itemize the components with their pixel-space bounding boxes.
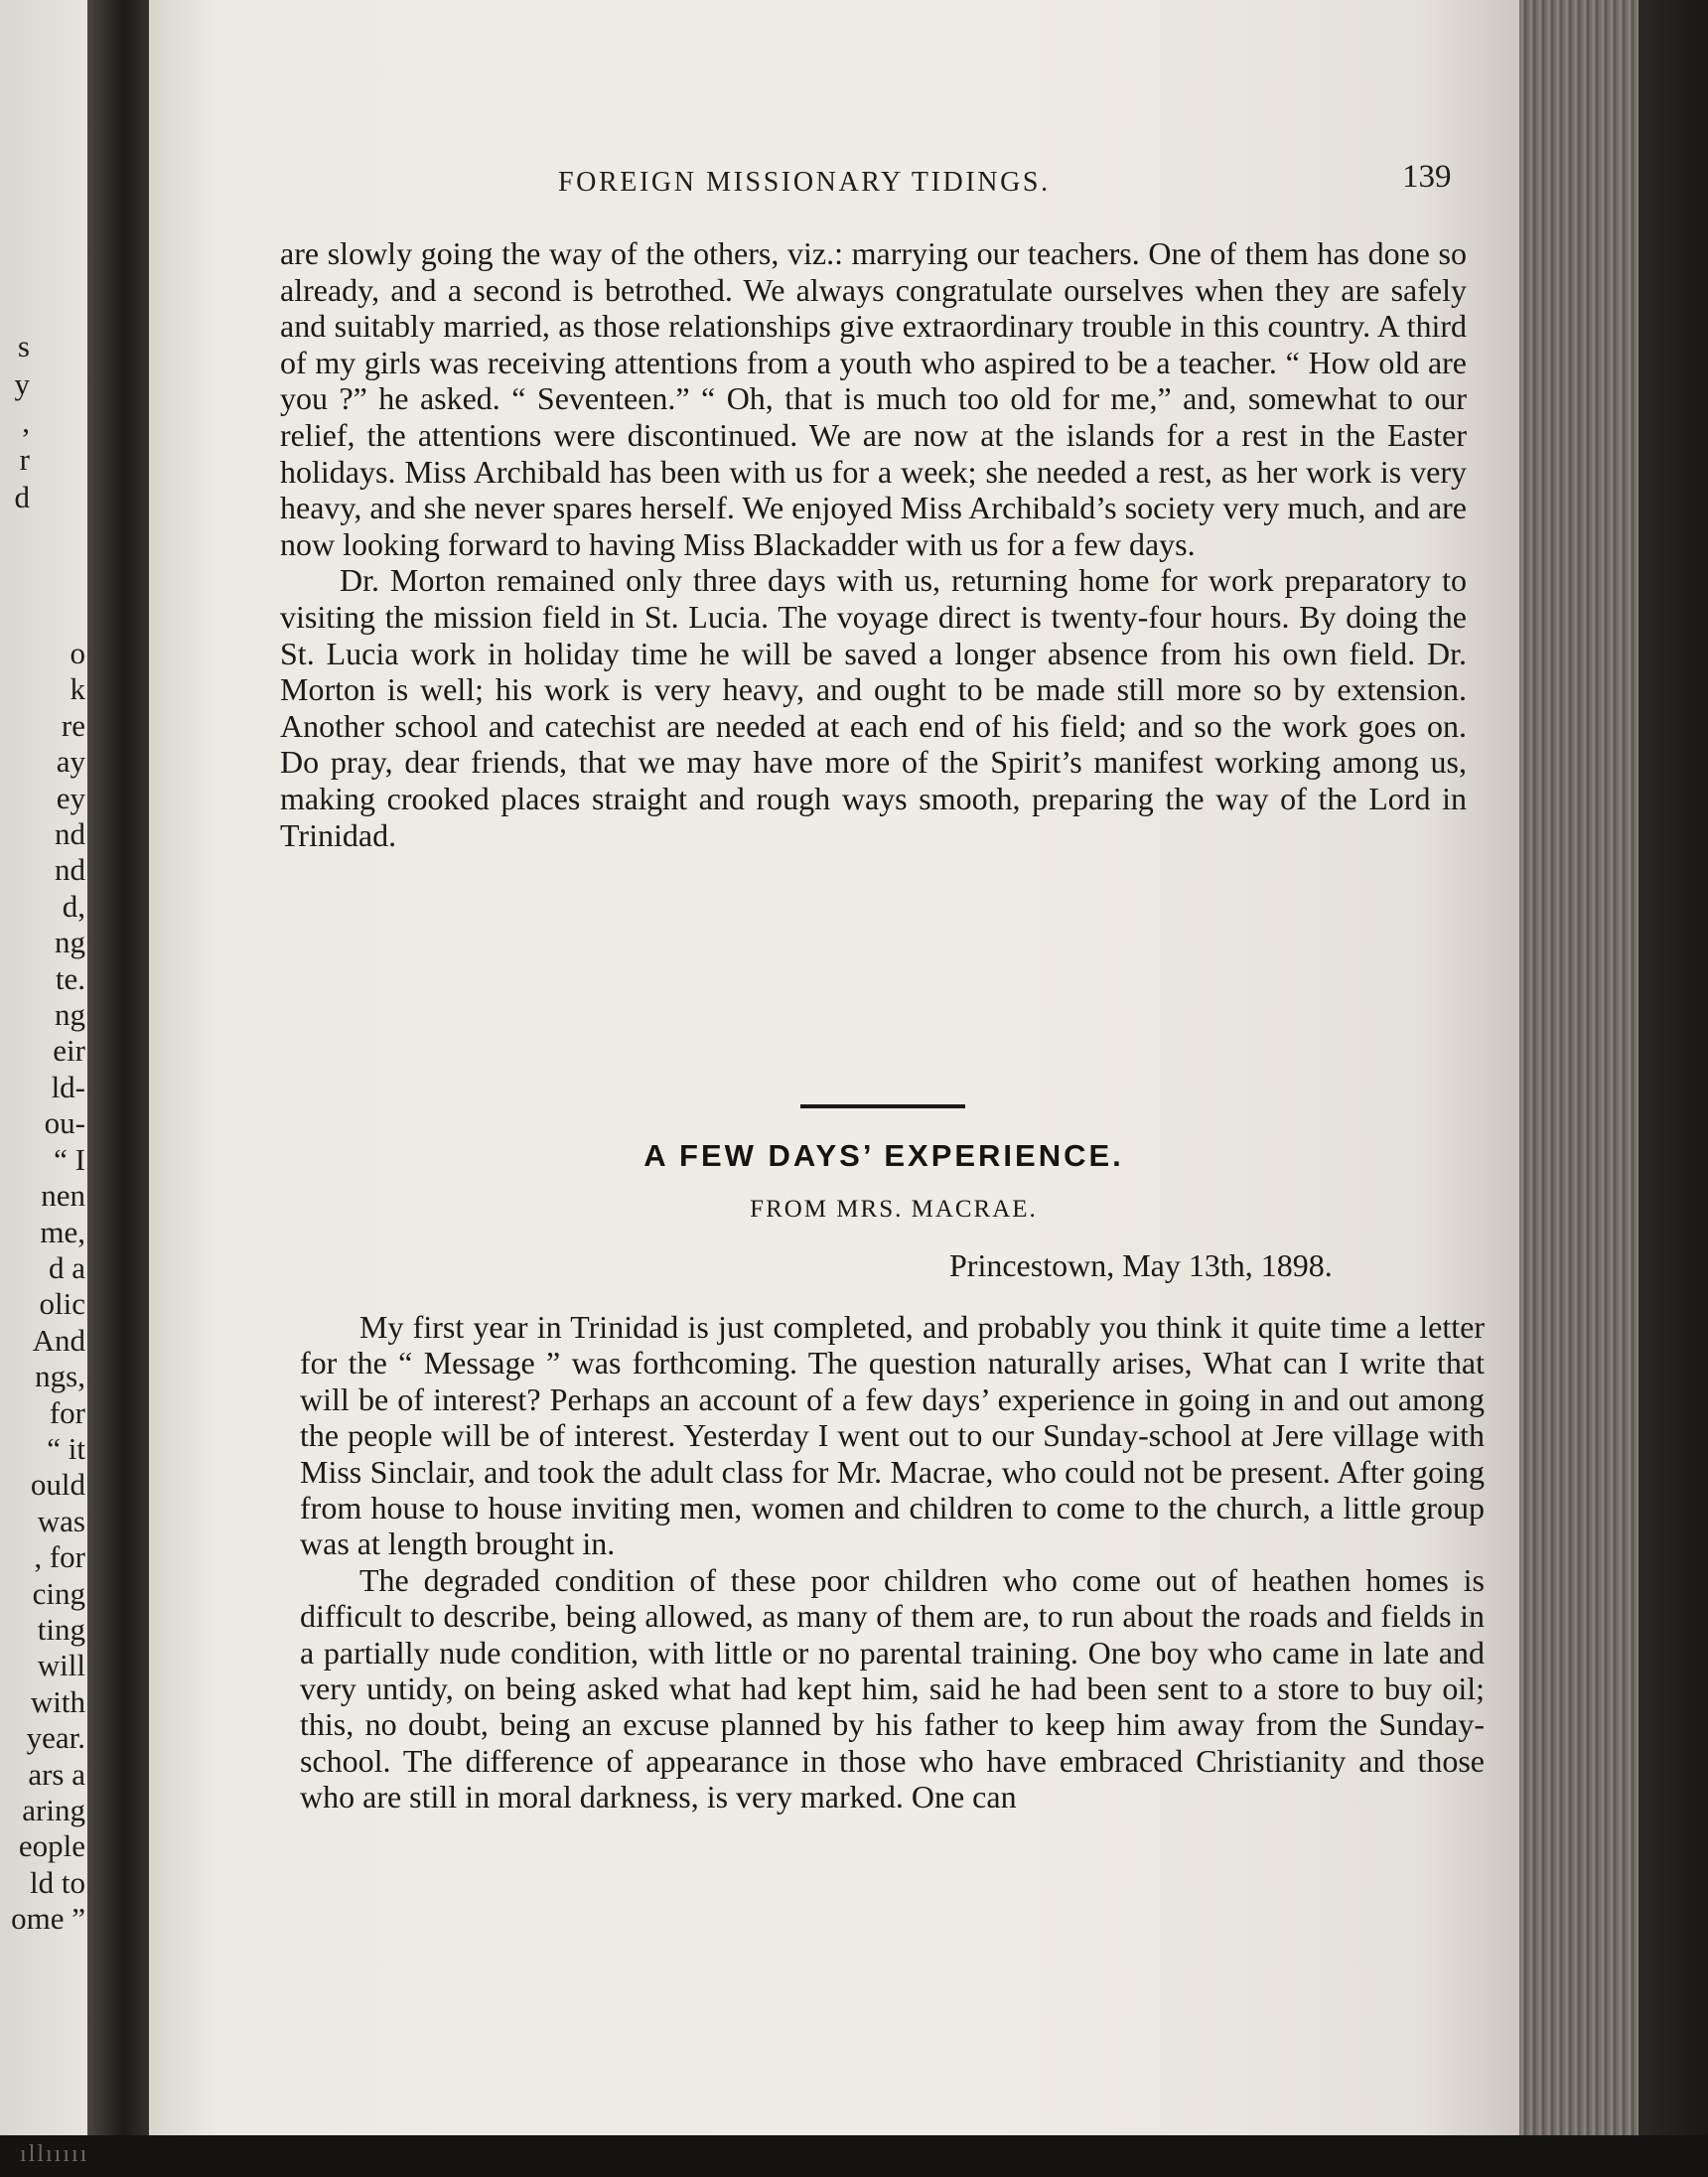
left-page-top-fragments: [0, 328, 30, 516]
left-fragment-line: nd: [55, 816, 85, 852]
left-fragment-line: k: [70, 671, 85, 707]
left-fragment-line: cing: [32, 1575, 85, 1611]
left-fragment-line: ou-: [44, 1105, 85, 1141]
left-fragment-line: ey: [56, 780, 85, 815]
left-fragment-line: ould: [30, 1467, 85, 1503]
left-fragment-line: for: [49, 1394, 85, 1430]
left-fragment-line: ngs,: [35, 1359, 85, 1394]
left-fragment-line: ting: [37, 1611, 85, 1647]
left-fragment-line: ome ”: [11, 1901, 85, 1937]
bottom-scan-strip: [0, 2135, 1708, 2177]
left-fragment-line: nd: [55, 852, 85, 888]
paragraph: are slowly going the way of the others, viz.: marrying our teachers. One of them has done so already, and a second is betrothed. We always congratulate ourselves when they are safely and suitably married, as those relationships give extraordinary trouble in this country. A third of my girls was receiving attentions from a youth who aspired to be a teacher. “ How old are you ?” he asked. “ Seventeen.” “ Oh, that is much too old for me,” and, somewhat to our relief, the attentions were discontinued. We are now at the islands for a rest in the Easter holidays. Miss Archibald has been with us for a week; she needed a rest, as her work is very heavy, and she never spares herself. We enjoyed Miss Archibald’s society very much, and are now looking forward to having Miss Blackadder with us for a few days.: [280, 235, 1467, 562]
left-fragment-line: s: [17, 329, 30, 363]
left-fragment-line: “ I: [54, 1141, 85, 1177]
left-fragment-line: olic: [39, 1286, 85, 1322]
left-fragment-line: was: [37, 1503, 85, 1538]
paragraph: The degraded condition of these poor children who come out of heathen homes is difficult to describe, being allowed, as many of them are, to run about the roads and fields in a partially nude condition, with little or no parental training. One boy who came in late and very untidy, on being asked what had kept him, said he had been sent to a store to buy oil; this, no doubt, being an excuse planned by his father to keep him away from the Sunday-school. The difference of appearance in those who have embraced Christianity and those who are still in moral darkness, is very marked. One can: [300, 1561, 1485, 1815]
left-fragment-line: ng: [55, 997, 85, 1033]
left-fragment-line: ld-: [51, 1069, 85, 1104]
left-fragment-line: “ it: [47, 1430, 85, 1466]
left-fragment-line: ,: [22, 404, 30, 439]
left-fragment-line: ars a: [28, 1756, 85, 1792]
second-article-body: [300, 1309, 1485, 1815]
left-fragment-line: eople: [18, 1828, 85, 1864]
left-fragment-line: will: [37, 1648, 85, 1683]
left-fragment-line: eir: [53, 1033, 85, 1069]
paragraph: My first year in Trinidad is just completed, and probably you think it quite time a letter for the “ Message ” was forthcoming. The question naturally arises, What can I write that will be of interest? Perhaps an account of a few days’ experience in going in and out among the people will be of interest. Yesterday I went out to our Sunday-school at Jere village with Miss Sinclair, and took the adult class for Mr. Macrae, who could not be present. After going from house to house inviting men, women and children to come to the church, a little group was at length brought in.: [300, 1309, 1485, 1562]
left-fragment-line: d: [14, 480, 30, 514]
left-fragment-line: me,: [40, 1214, 85, 1249]
left-fragment-line: nen: [41, 1178, 85, 1214]
left-fragment-line: with: [30, 1683, 85, 1719]
article-byline: FROM MRS. MACRAE.: [750, 1196, 1038, 1223]
left-fragment-line: re: [61, 707, 85, 743]
left-fragment-line: ay: [56, 744, 85, 780]
left-fragment-line: d a: [48, 1249, 85, 1285]
scan-strip-text: ıllııııı: [20, 2141, 89, 2167]
page-edges: [1519, 0, 1708, 2177]
left-fragment-line: ng: [55, 925, 85, 960]
left-fragment-line: aring: [22, 1793, 85, 1827]
left-fragment-line: te.: [55, 960, 85, 996]
paragraph: Dr. Morton remained only three days with us, returning home for work preparatory to visiting the mission field in St. Lucia. The voyage direct is twenty-four hours. By doing the St. Lucia work in holiday time he will be saved a longer absence from his own field. Dr. Morton is well; his work is very heavy, and ought to be made still more so by extension. Another school and catechist are needed at each end of his field; and so the work goes on. Do pray, dear friends, that we may have more of the Spirit’s manifest working among us, making crooked places straight and rough ways smooth, preparing the way of the Lord in Trinidad.: [280, 562, 1467, 853]
left-fragment-line: ld to: [30, 1864, 85, 1900]
page-number: 139: [1402, 159, 1452, 195]
left-fragment-line: year.: [26, 1720, 85, 1756]
left-fragment-line: r: [19, 442, 30, 477]
article-title: A FEW DAYS’ EXPERIENCE.: [643, 1138, 1124, 1173]
left-fragment-line: y: [14, 366, 30, 401]
left-page-fragments: [0, 636, 85, 1938]
first-article-body: [280, 235, 1467, 853]
left-fragment-line: o: [70, 636, 85, 670]
left-fragment-line: d,: [62, 888, 85, 924]
article-dateline: Princestown, May 13th, 1898.: [949, 1247, 1333, 1283]
running-head: FOREIGN MISSIONARY TIDINGS.: [558, 167, 1051, 198]
left-fragment-line: , for: [34, 1539, 85, 1575]
book-cover-edge: [1638, 0, 1708, 2177]
section-divider: [800, 1104, 965, 1108]
left-fragment-line: And: [32, 1322, 85, 1358]
